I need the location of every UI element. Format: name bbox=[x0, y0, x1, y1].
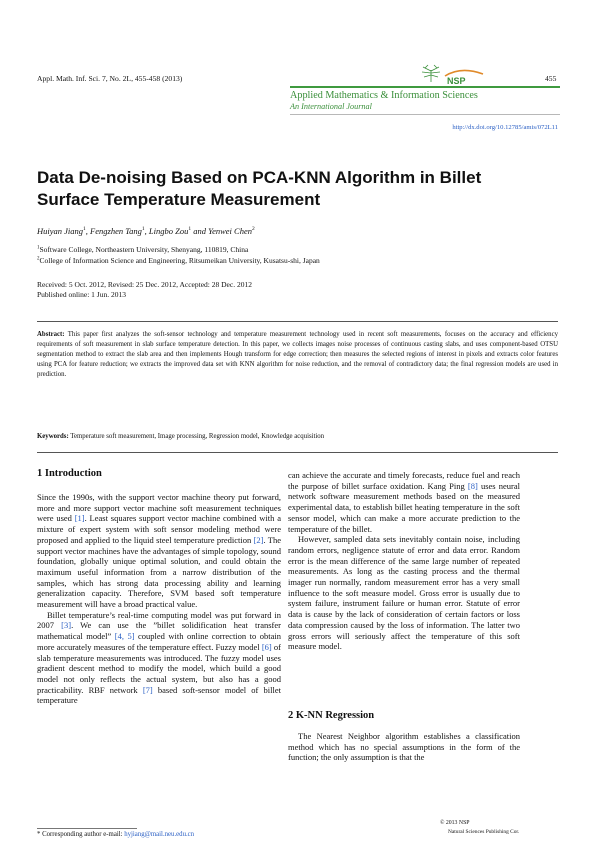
author-affil-mark: 1 bbox=[141, 226, 145, 233]
right-column bbox=[288, 470, 520, 652]
abstract bbox=[37, 330, 558, 380]
affiliation-text: Software College, Northeastern University, Shenyang, 110819, China bbox=[39, 245, 249, 254]
paper-title: Data De-noising Based on PCA-KNN Algorithm in Billet Surface Temperature Measurement bbox=[37, 168, 482, 209]
text-run: Since the 1990s, with the support vector machine theory put forward, more and more support vector machine soft measurement techniques were used bbox=[37, 492, 281, 524]
affiliation bbox=[37, 245, 248, 254]
author-conjunction: and bbox=[191, 226, 209, 236]
author-separator: , bbox=[144, 226, 149, 236]
section-heading-introduction: 1 Introduction bbox=[37, 468, 102, 479]
section-heading-knn-regression: 2 K-NN Regression bbox=[288, 710, 375, 721]
author-name: Fengzhen Tang bbox=[90, 226, 142, 236]
author-separator: , bbox=[85, 226, 91, 236]
text-run: Billet temperature’s real-time computing model was put forward in 2007 bbox=[37, 609, 281, 631]
citation-link[interactable]: [7] bbox=[142, 684, 153, 695]
logo-lettering: NSP bbox=[447, 76, 466, 86]
citation-link[interactable]: [8] bbox=[467, 480, 478, 491]
affiliation bbox=[37, 256, 320, 265]
text-run: uses neural network software measurement methods based on the measured experimental data, to establish billet heating temperature in the soft sensor model, which can make a more accurate prediction to the temperature of the billet. bbox=[288, 480, 520, 534]
text-run: coupled with online correction to obtain more accurately measures of the temperature effect. Fuzzy model bbox=[37, 631, 281, 652]
paragraph: However, sampled data sets inevitably contain noise, including random errors, negligence statute of error and data error. Random error is the mean difference of the same large number of repeated measurements. As long as the casting process and the thermal imager run normally, random measurement error has a very small influence to the soft measure model. Gross error is usually due to system failure, instrument failure or human error. Statute of error data is cause by the lack of consideration of certain factors or loss data compression caused by the loss of information. The latter two gross errors will seriously affect the temperature of this soft measure model. bbox=[288, 534, 520, 652]
published-date: Published online: 1 Jun. 2013 bbox=[37, 290, 126, 299]
citation-link[interactable]: [4, 5] bbox=[114, 631, 135, 642]
abstract-text: This paper first analyzes the soft-sensor technology and temperature measurement technology used in recent soft measurements, focuses on the accuracy and efficiency requirements of soft measurement in slab surface temperature detection. In this paper, we collects images noise processes of continuous casting slabs, and uses component-based OTSU segmentation method to extract the slab area and then implements Hough transform for edge correction; then measures the selected regions of interest in pixels and extracts color features using PCA for feature reduction; we extracts the improved data set with KNN algorithm for noise reduction, and the removal of contradictory data; the final regression models are used in prediction. bbox=[37, 331, 558, 378]
publisher-line: Natural Sciences Publishing Cor. bbox=[448, 829, 520, 835]
citation-link[interactable]: [2] bbox=[253, 534, 264, 545]
citation-link[interactable]: [1] bbox=[74, 513, 85, 524]
abstract-label: Abstract: bbox=[37, 331, 65, 338]
keywords-label: Keywords: bbox=[37, 433, 69, 440]
journal-reference: Appl. Math. Inf. Sci. 7, No. 2L, 455-458 (2013) bbox=[37, 74, 183, 83]
email-link[interactable]: hyjiang@mail.neu.edu.cn bbox=[124, 831, 195, 838]
author-affil-mark: 2 bbox=[251, 226, 255, 233]
text-run: based soft-sensor model of billet temperature bbox=[37, 684, 281, 706]
text-run: of slab temperature measurements was introduced. The fuzzy model uses gradient descent method to modify the model, which build a good model not only reflects the actual system, but also has a good practicability. RBF network bbox=[37, 641, 281, 695]
received-dates: Received: 5 Oct. 2012, Revised: 25 Dec. 2012, Accepted: 28 Dec. 2012 bbox=[37, 280, 252, 289]
author-name: Huiyan Jiang bbox=[37, 226, 84, 236]
header-subdivider bbox=[290, 114, 560, 115]
page-number: 455 bbox=[545, 74, 557, 83]
text-run: . Least squares support vector machine combined with a mixture of expert system with soft sensor modeling method were proposed and applied to the liquid steel temperature prediction bbox=[37, 513, 281, 545]
text-run: . We can use the ”billet solidification heat transfer mathematical model” bbox=[37, 620, 281, 642]
nsp-logo-icon bbox=[421, 62, 493, 88]
doi-link[interactable]: http://dx.doi.org/10.12785/amis/072L11 bbox=[452, 124, 558, 131]
right-column-section2 bbox=[288, 731, 520, 763]
citation-link[interactable]: [6] bbox=[261, 641, 272, 652]
author-name: Lingbo Zou bbox=[148, 226, 189, 236]
left-column bbox=[37, 492, 281, 706]
citation-link[interactable]: [3] bbox=[61, 620, 72, 631]
abstract-bottom-rule bbox=[37, 452, 558, 453]
paragraph: The Nearest Neighbor algorithm establishes a classification method which has no special assumptions in the form of the function; the only assumption is that the bbox=[288, 731, 520, 763]
footnote-label: * Corresponding author e-mail: bbox=[37, 831, 125, 838]
text-run: can achieve the accurate and timely forecasts, reduce fuel and reach the purpose of billet surface oxidation. Kang Ping bbox=[288, 470, 520, 491]
paragraph bbox=[37, 610, 281, 706]
keywords bbox=[37, 433, 558, 440]
paragraph bbox=[288, 470, 520, 534]
abstract-top-rule bbox=[37, 321, 558, 322]
author-list bbox=[37, 226, 255, 236]
affiliation-mark: 2 bbox=[37, 256, 40, 262]
footnote bbox=[37, 831, 194, 838]
journal-name: Applied Mathematics & Information Sciences bbox=[290, 90, 478, 101]
text-run: . The support vector machines have the advantages of simple topology, sound foundation, globally unique optimal solution, and could obtain the maximum useful information from a narrow distribution of the samples, which has strong data processing ability and learning generalization capacity. Therefore, SVM based soft temperature measurement will have a broad practical value. bbox=[37, 534, 282, 610]
footnote-rule bbox=[37, 828, 137, 829]
author-affil-mark: 1 bbox=[83, 226, 86, 233]
header-divider bbox=[290, 86, 560, 88]
journal-subtitle: An International Journal bbox=[290, 102, 372, 111]
keywords-text: Temperature soft measurement, Image processing, Regression model, Knowledge acquisition bbox=[70, 433, 325, 440]
paragraph bbox=[37, 492, 281, 610]
affiliation-mark: 1 bbox=[37, 245, 40, 251]
author-affil-mark: 1 bbox=[188, 226, 192, 233]
copyright-line: © 2013 NSP bbox=[440, 820, 470, 826]
affiliation-text: College of Information Science and Engineering, Ritsumeikan University, Kusatsu-shi, Japan bbox=[39, 256, 320, 265]
author-name: Yenwei Chen bbox=[208, 226, 252, 236]
